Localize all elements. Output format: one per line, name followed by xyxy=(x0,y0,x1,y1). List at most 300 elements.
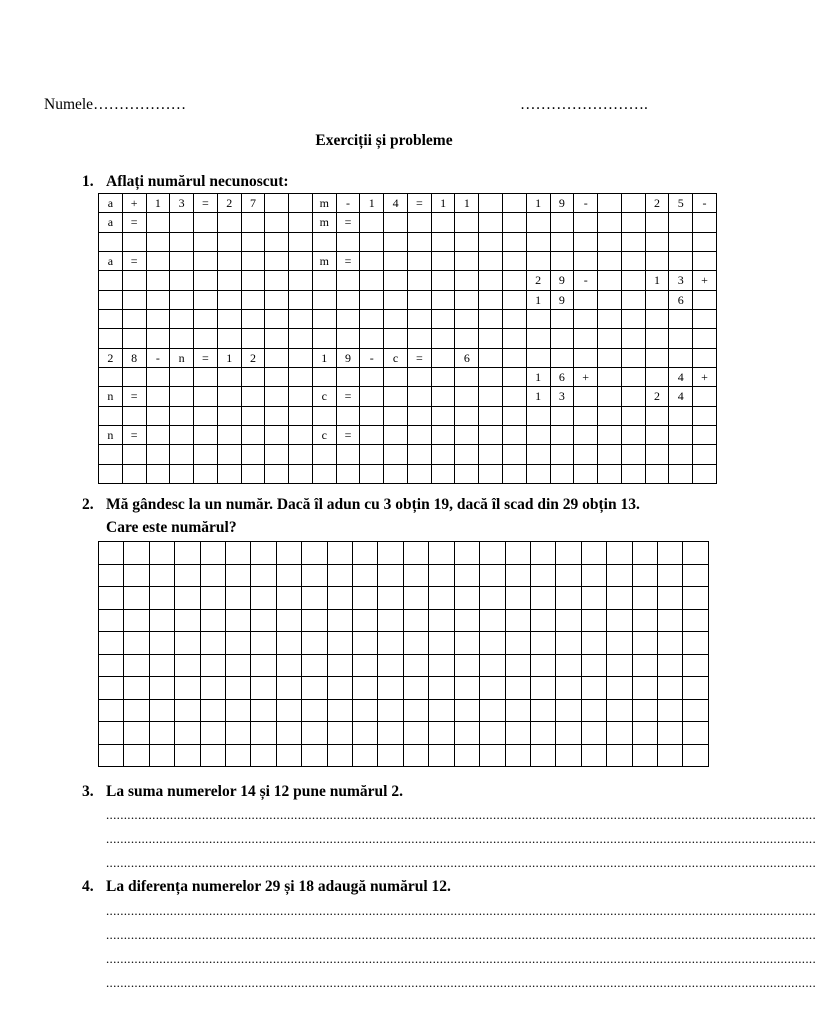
grid-cell[interactable] xyxy=(170,213,194,232)
grid-cell[interactable] xyxy=(384,213,408,232)
grid-cell[interactable] xyxy=(378,677,403,700)
grid-cell[interactable] xyxy=(632,609,657,632)
grid-cell[interactable] xyxy=(251,587,276,610)
grid-cell[interactable] xyxy=(526,213,550,232)
grid-cell[interactable] xyxy=(669,232,693,251)
grid-cell[interactable] xyxy=(170,387,194,406)
grid-cell[interactable] xyxy=(503,290,527,309)
grid-cell[interactable] xyxy=(122,309,146,328)
grid-cell[interactable] xyxy=(99,329,123,348)
grid-cell[interactable] xyxy=(124,654,149,677)
grid-cell[interactable] xyxy=(360,387,384,406)
grid-cell[interactable] xyxy=(241,387,265,406)
grid-cell[interactable]: - xyxy=(336,194,360,213)
grid-cell[interactable] xyxy=(265,406,289,425)
grid-cell[interactable] xyxy=(327,722,352,745)
grid-cell[interactable] xyxy=(170,251,194,270)
grid-cell[interactable] xyxy=(360,445,384,464)
grid-cell[interactable] xyxy=(217,367,241,386)
grid-cell[interactable] xyxy=(194,445,218,464)
grid-cell[interactable] xyxy=(175,744,200,767)
grid-cell[interactable] xyxy=(146,406,170,425)
grid-cell[interactable]: - xyxy=(574,194,598,213)
grid-cell[interactable] xyxy=(327,632,352,655)
grid-cell[interactable] xyxy=(99,367,123,386)
grid-cell[interactable] xyxy=(621,406,645,425)
grid-cell[interactable] xyxy=(289,329,313,348)
grid-cell[interactable] xyxy=(479,329,503,348)
grid-cell[interactable]: 1 xyxy=(526,387,550,406)
grid-cell[interactable] xyxy=(403,744,428,767)
grid-cell[interactable] xyxy=(598,406,622,425)
grid-cell[interactable] xyxy=(265,290,289,309)
grid-cell[interactable] xyxy=(683,587,708,610)
grid-cell[interactable]: 6 xyxy=(550,367,574,386)
grid-cell[interactable] xyxy=(407,213,431,232)
grid-cell[interactable] xyxy=(200,722,225,745)
grid-cell[interactable]: n xyxy=(99,425,123,444)
grid-cell[interactable] xyxy=(480,722,505,745)
grid-cell[interactable] xyxy=(403,564,428,587)
grid-cell[interactable] xyxy=(122,232,146,251)
grid-cell[interactable] xyxy=(149,722,174,745)
grid-cell[interactable] xyxy=(607,564,632,587)
grid-cell[interactable] xyxy=(455,290,479,309)
grid-cell[interactable] xyxy=(429,632,454,655)
grid-cell[interactable] xyxy=(669,425,693,444)
grid-cell[interactable] xyxy=(241,309,265,328)
grid-cell[interactable] xyxy=(693,290,717,309)
grid-cell[interactable] xyxy=(312,406,336,425)
grid-cell[interactable] xyxy=(479,348,503,367)
grid-cell[interactable] xyxy=(505,677,530,700)
grid-cell[interactable] xyxy=(336,406,360,425)
grid-cell[interactable] xyxy=(598,464,622,483)
grid-cell[interactable] xyxy=(175,722,200,745)
grid-cell[interactable] xyxy=(265,194,289,213)
grid-cell[interactable] xyxy=(99,542,124,565)
grid-cell[interactable]: = xyxy=(336,425,360,444)
grid-cell[interactable] xyxy=(217,329,241,348)
grid-cell[interactable] xyxy=(289,290,313,309)
grid-cell[interactable] xyxy=(403,699,428,722)
grid-cell[interactable] xyxy=(251,632,276,655)
grid-cell[interactable] xyxy=(327,677,352,700)
grid-cell[interactable] xyxy=(384,445,408,464)
grid-cell[interactable] xyxy=(480,564,505,587)
grid-cell[interactable] xyxy=(429,699,454,722)
grid-cell[interactable] xyxy=(194,425,218,444)
grid-cell[interactable] xyxy=(378,744,403,767)
grid-cell[interactable] xyxy=(530,654,555,677)
grid-cell[interactable] xyxy=(99,744,124,767)
grid-cell[interactable] xyxy=(378,654,403,677)
grid-cell[interactable] xyxy=(289,348,313,367)
grid-cell[interactable] xyxy=(645,464,669,483)
grid-cell[interactable] xyxy=(480,699,505,722)
grid-cell[interactable]: n xyxy=(170,348,194,367)
grid-cell[interactable] xyxy=(683,564,708,587)
grid-cell[interactable] xyxy=(556,722,581,745)
grid-cell[interactable] xyxy=(124,609,149,632)
grid-cell[interactable] xyxy=(480,542,505,565)
grid-cell[interactable] xyxy=(454,677,479,700)
grid-cell[interactable] xyxy=(693,232,717,251)
grid-cell[interactable] xyxy=(657,609,682,632)
grid-cell[interactable] xyxy=(276,677,301,700)
grid-cell[interactable]: 1 xyxy=(526,290,550,309)
grid-cell[interactable] xyxy=(429,609,454,632)
grid-cell[interactable] xyxy=(407,406,431,425)
grid-cell[interactable] xyxy=(454,587,479,610)
grid-cell[interactable] xyxy=(530,587,555,610)
grid-cell[interactable] xyxy=(607,699,632,722)
grid-cell[interactable] xyxy=(607,744,632,767)
grid-cell[interactable] xyxy=(431,464,455,483)
grid-cell[interactable]: 4 xyxy=(384,194,408,213)
grid-cell[interactable] xyxy=(360,329,384,348)
grid-cell[interactable] xyxy=(431,232,455,251)
grid-cell[interactable] xyxy=(581,632,606,655)
grid-cell[interactable] xyxy=(353,564,378,587)
grid-cell[interactable] xyxy=(598,445,622,464)
grid-cell[interactable] xyxy=(124,744,149,767)
grid-cell[interactable] xyxy=(312,271,336,290)
grid-cell[interactable] xyxy=(353,722,378,745)
grid-cell[interactable] xyxy=(226,564,251,587)
grid-cell[interactable] xyxy=(170,232,194,251)
grid-cell[interactable] xyxy=(621,309,645,328)
grid-cell[interactable] xyxy=(194,213,218,232)
grid-cell[interactable] xyxy=(429,677,454,700)
grid-cell[interactable] xyxy=(455,445,479,464)
grid-cell[interactable] xyxy=(621,367,645,386)
grid-cell[interactable] xyxy=(217,425,241,444)
grid-cell[interactable]: 1 xyxy=(312,348,336,367)
grid-cell[interactable] xyxy=(99,445,123,464)
grid-cell[interactable] xyxy=(241,367,265,386)
grid-cell[interactable]: = xyxy=(407,348,431,367)
grid-cell[interactable] xyxy=(226,699,251,722)
grid-cell[interactable] xyxy=(265,367,289,386)
grid-cell[interactable] xyxy=(657,677,682,700)
grid-cell[interactable] xyxy=(360,290,384,309)
grid-cell[interactable] xyxy=(693,406,717,425)
grid-cell[interactable] xyxy=(454,609,479,632)
grid-cell[interactable] xyxy=(598,290,622,309)
grid-cell[interactable] xyxy=(479,445,503,464)
grid-cell[interactable] xyxy=(99,564,124,587)
grid-cell[interactable] xyxy=(621,329,645,348)
grid-cell[interactable] xyxy=(550,329,574,348)
grid-cell[interactable] xyxy=(327,564,352,587)
grid-cell[interactable] xyxy=(336,329,360,348)
grid-cell[interactable] xyxy=(574,425,598,444)
grid-cell[interactable] xyxy=(265,348,289,367)
grid-cell[interactable]: 6 xyxy=(669,290,693,309)
grid-cell[interactable] xyxy=(550,406,574,425)
grid-cell[interactable] xyxy=(429,564,454,587)
grid-cell[interactable] xyxy=(122,271,146,290)
grid-cell[interactable] xyxy=(353,677,378,700)
grid-cell[interactable] xyxy=(657,699,682,722)
grid-cell[interactable] xyxy=(194,271,218,290)
grid-cell[interactable]: - xyxy=(146,348,170,367)
grid-cell[interactable] xyxy=(403,632,428,655)
grid-cell[interactable] xyxy=(454,564,479,587)
grid-cell[interactable] xyxy=(574,213,598,232)
grid-cell[interactable] xyxy=(645,406,669,425)
grid-cell[interactable] xyxy=(149,564,174,587)
grid-cell[interactable] xyxy=(403,542,428,565)
grid-cell[interactable] xyxy=(149,744,174,767)
grid-cell[interactable] xyxy=(149,632,174,655)
grid-cell[interactable] xyxy=(431,387,455,406)
grid-cell[interactable] xyxy=(574,445,598,464)
grid-cell[interactable] xyxy=(556,587,581,610)
grid-cell[interactable] xyxy=(217,464,241,483)
grid-cell[interactable] xyxy=(479,251,503,270)
grid-cell[interactable] xyxy=(360,213,384,232)
grid-cell[interactable] xyxy=(146,290,170,309)
exercise-4-answer-line[interactable]: ........................................................................................................................................................................................................ xyxy=(106,927,816,942)
grid-cell[interactable]: = xyxy=(122,213,146,232)
grid-cell[interactable] xyxy=(99,722,124,745)
grid-cell[interactable] xyxy=(251,722,276,745)
grid-cell[interactable]: 3 xyxy=(550,387,574,406)
grid-cell[interactable]: - xyxy=(574,271,598,290)
grid-cell[interactable] xyxy=(607,677,632,700)
grid-cell[interactable] xyxy=(302,654,327,677)
grid-cell[interactable] xyxy=(146,329,170,348)
grid-cell[interactable]: 9 xyxy=(550,290,574,309)
grid-cell[interactable] xyxy=(550,309,574,328)
grid-cell[interactable] xyxy=(431,309,455,328)
grid-cell[interactable] xyxy=(200,699,225,722)
grid-cell[interactable] xyxy=(403,677,428,700)
grid-cell[interactable] xyxy=(407,290,431,309)
grid-cell[interactable] xyxy=(574,348,598,367)
grid-cell[interactable] xyxy=(403,654,428,677)
grid-cell[interactable] xyxy=(550,232,574,251)
grid-cell[interactable] xyxy=(289,194,313,213)
grid-cell[interactable] xyxy=(503,464,527,483)
grid-cell[interactable] xyxy=(378,609,403,632)
grid-cell[interactable] xyxy=(503,213,527,232)
grid-cell[interactable] xyxy=(479,232,503,251)
grid-cell[interactable] xyxy=(200,677,225,700)
grid-cell[interactable] xyxy=(530,677,555,700)
grid-cell[interactable] xyxy=(683,677,708,700)
grid-cell[interactable] xyxy=(503,348,527,367)
grid-cell[interactable] xyxy=(353,744,378,767)
grid-cell[interactable] xyxy=(99,232,123,251)
grid-cell[interactable] xyxy=(200,542,225,565)
grid-cell[interactable] xyxy=(146,445,170,464)
exercise-3-answer-line[interactable]: ........................................................................................................................................................................................................ xyxy=(106,807,816,822)
grid-cell[interactable] xyxy=(146,271,170,290)
grid-cell[interactable] xyxy=(645,213,669,232)
grid-cell[interactable] xyxy=(99,271,123,290)
grid-cell[interactable] xyxy=(302,699,327,722)
grid-cell[interactable] xyxy=(289,251,313,270)
grid-cell[interactable] xyxy=(530,542,555,565)
grid-cell[interactable] xyxy=(336,290,360,309)
grid-cell[interactable] xyxy=(194,232,218,251)
grid-cell[interactable] xyxy=(526,348,550,367)
grid-cell[interactable] xyxy=(241,445,265,464)
grid-cell[interactable] xyxy=(241,271,265,290)
grid-cell[interactable] xyxy=(526,445,550,464)
grid-cell[interactable] xyxy=(200,654,225,677)
grid-cell[interactable] xyxy=(289,425,313,444)
grid-cell[interactable] xyxy=(607,587,632,610)
grid-cell[interactable] xyxy=(632,699,657,722)
grid-cell[interactable] xyxy=(480,587,505,610)
grid-cell[interactable] xyxy=(226,542,251,565)
grid-cell[interactable] xyxy=(403,587,428,610)
grid-cell[interactable] xyxy=(289,367,313,386)
grid-cell[interactable] xyxy=(384,406,408,425)
grid-cell[interactable] xyxy=(403,722,428,745)
grid-cell[interactable] xyxy=(607,632,632,655)
grid-cell[interactable] xyxy=(327,609,352,632)
grid-cell[interactable] xyxy=(621,232,645,251)
grid-cell[interactable] xyxy=(384,387,408,406)
grid-cell[interactable] xyxy=(632,744,657,767)
grid-cell[interactable] xyxy=(312,290,336,309)
grid-cell[interactable] xyxy=(455,251,479,270)
grid-cell[interactable] xyxy=(505,609,530,632)
grid-cell[interactable]: a xyxy=(99,194,123,213)
grid-cell[interactable] xyxy=(455,271,479,290)
grid-cell[interactable] xyxy=(312,329,336,348)
grid-cell[interactable] xyxy=(384,271,408,290)
grid-cell[interactable] xyxy=(505,542,530,565)
grid-cell[interactable] xyxy=(556,564,581,587)
grid-cell[interactable]: = xyxy=(336,213,360,232)
grid-cell[interactable] xyxy=(429,587,454,610)
grid-cell[interactable] xyxy=(99,677,124,700)
grid-cell[interactable] xyxy=(479,425,503,444)
grid-cell[interactable]: 9 xyxy=(550,194,574,213)
grid-cell[interactable] xyxy=(251,699,276,722)
grid-cell[interactable] xyxy=(170,445,194,464)
grid-cell[interactable] xyxy=(645,232,669,251)
grid-cell[interactable]: 1 xyxy=(217,348,241,367)
grid-cell[interactable]: c xyxy=(312,387,336,406)
grid-cell[interactable] xyxy=(312,232,336,251)
grid-cell[interactable] xyxy=(251,609,276,632)
grid-cell[interactable] xyxy=(124,677,149,700)
grid-cell[interactable] xyxy=(360,232,384,251)
grid-cell[interactable] xyxy=(632,722,657,745)
grid-cell[interactable] xyxy=(353,609,378,632)
grid-cell[interactable] xyxy=(581,654,606,677)
grid-cell[interactable] xyxy=(454,632,479,655)
grid-cell[interactable] xyxy=(241,329,265,348)
grid-cell[interactable] xyxy=(431,329,455,348)
grid-cell[interactable] xyxy=(122,290,146,309)
grid-cell[interactable] xyxy=(99,587,124,610)
grid-cell[interactable] xyxy=(530,609,555,632)
grid-cell[interactable] xyxy=(669,464,693,483)
grid-cell[interactable] xyxy=(170,329,194,348)
grid-cell[interactable] xyxy=(598,387,622,406)
grid-cell[interactable] xyxy=(550,464,574,483)
grid-cell[interactable] xyxy=(276,722,301,745)
grid-cell[interactable] xyxy=(170,425,194,444)
grid-cell[interactable] xyxy=(226,587,251,610)
grid-cell[interactable] xyxy=(693,445,717,464)
grid-cell[interactable] xyxy=(407,271,431,290)
grid-cell[interactable] xyxy=(194,367,218,386)
grid-cell[interactable] xyxy=(407,309,431,328)
grid-cell[interactable] xyxy=(241,464,265,483)
grid-cell[interactable] xyxy=(556,654,581,677)
grid-cell[interactable] xyxy=(289,387,313,406)
grid-cell[interactable] xyxy=(378,632,403,655)
grid-cell[interactable] xyxy=(241,232,265,251)
grid-cell[interactable] xyxy=(122,367,146,386)
grid-cell[interactable] xyxy=(302,609,327,632)
grid-cell[interactable] xyxy=(276,542,301,565)
grid-cell[interactable] xyxy=(479,406,503,425)
grid-cell[interactable] xyxy=(276,744,301,767)
grid-cell[interactable] xyxy=(302,542,327,565)
grid-cell[interactable] xyxy=(621,445,645,464)
grid-cell[interactable] xyxy=(122,445,146,464)
grid-cell[interactable]: 9 xyxy=(336,348,360,367)
grid-cell[interactable] xyxy=(693,387,717,406)
grid-cell[interactable] xyxy=(99,464,123,483)
grid-cell[interactable] xyxy=(312,309,336,328)
grid-cell[interactable] xyxy=(550,348,574,367)
grid-cell[interactable] xyxy=(146,425,170,444)
grid-cell[interactable] xyxy=(407,232,431,251)
grid-cell[interactable] xyxy=(276,564,301,587)
grid-cell[interactable] xyxy=(99,309,123,328)
grid-cell[interactable] xyxy=(645,251,669,270)
grid-cell[interactable] xyxy=(621,464,645,483)
grid-cell[interactable] xyxy=(526,464,550,483)
grid-cell[interactable] xyxy=(479,387,503,406)
grid-cell[interactable] xyxy=(683,542,708,565)
grid-cell[interactable]: 1 xyxy=(431,194,455,213)
grid-cell[interactable]: 2 xyxy=(526,271,550,290)
grid-cell[interactable] xyxy=(289,232,313,251)
grid-cell[interactable] xyxy=(505,564,530,587)
grid-cell[interactable] xyxy=(217,271,241,290)
grid-cell[interactable] xyxy=(149,699,174,722)
grid-cell[interactable] xyxy=(645,367,669,386)
grid-cell[interactable] xyxy=(384,367,408,386)
grid-cell[interactable] xyxy=(574,406,598,425)
grid-cell[interactable] xyxy=(265,445,289,464)
grid-cell[interactable] xyxy=(429,744,454,767)
grid-cell[interactable]: 2 xyxy=(645,387,669,406)
grid-cell[interactable] xyxy=(378,564,403,587)
grid-cell[interactable] xyxy=(479,213,503,232)
grid-cell[interactable] xyxy=(645,329,669,348)
grid-cell[interactable] xyxy=(550,445,574,464)
grid-cell[interactable] xyxy=(149,542,174,565)
grid-cell[interactable]: c xyxy=(312,425,336,444)
grid-cell[interactable] xyxy=(99,632,124,655)
grid-cell[interactable] xyxy=(556,542,581,565)
grid-cell[interactable]: a xyxy=(99,251,123,270)
grid-cell[interactable]: = xyxy=(336,387,360,406)
